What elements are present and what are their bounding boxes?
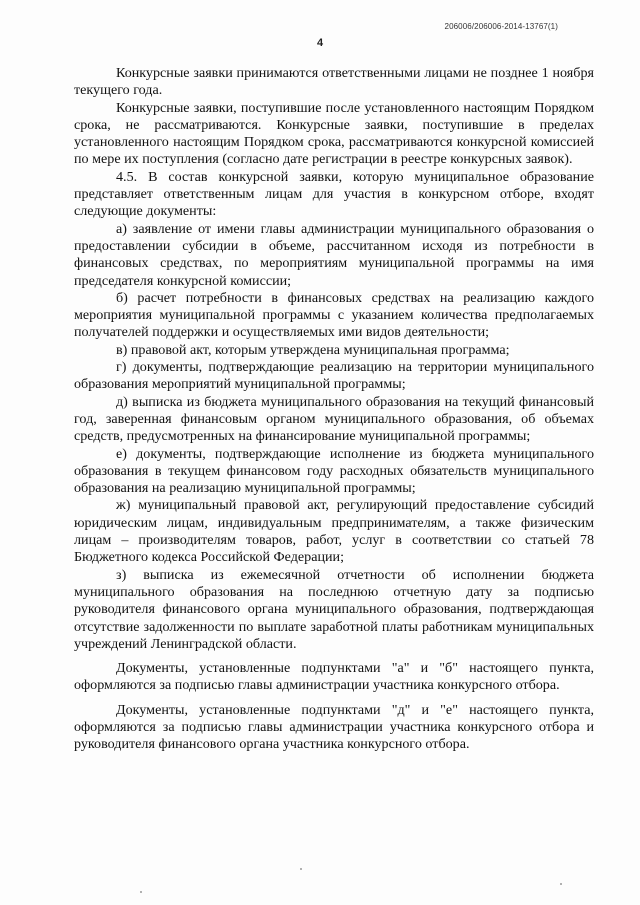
list-item-b: б) расчет потребности в финансовых средствах на реализацию каждого мероприятия муниципальной программы с указанием количества предполагаемых получателей поддержки и осуществляемых ими видов деятельности; bbox=[74, 289, 594, 341]
paragraph-4-5-intro: 4.5. В состав конкурсной заявки, которую муниципальное образование представляет ответственным лицам для участия в конкурсном отборе, входят следующие документы: bbox=[74, 168, 594, 220]
scan-speck bbox=[140, 891, 142, 893]
list-item-a: а) заявление от имени главы администрации муниципального образования о предоставлении субсидии в объеме, рассчитанном исходя из потребности в финансовых средствах, по мероприятиям муниципальной программы на имя председателя конкурсной комиссии; bbox=[74, 220, 594, 289]
document-id: 206006/206006-2014-13767(1) bbox=[444, 22, 558, 31]
list-item-zh: ж) муниципальный правовой акт, регулирующий предоставление субсидий юридическим лицам, индивидуальным предпринимателям, а также физическим лицам – производителям товаров, работ, услуг в соответствии со статьей 78 Бюджетного кодекса Российской Федерации; bbox=[74, 497, 594, 566]
page-number: 4 bbox=[316, 37, 324, 49]
paragraph-signature-de: Документы, установленные подпунктами "д" и "е" настоящего пункта, оформляются за подписью главы администрации участника конкурсного отбора и руководителя финансового органа участника конкурсного отбора. bbox=[74, 701, 594, 753]
list-item-g: г) документы, подтверждающие реализацию на территории муниципального образования мероприятий муниципальной программы; bbox=[74, 359, 594, 393]
scan-speck bbox=[300, 868, 302, 870]
document-body bbox=[74, 65, 594, 754]
list-item-e: е) документы, подтверждающие исполнение из бюджета муниципального образования в текущем финансовом году расходных обязательств муниципального образования на реализацию муниципальной программы; bbox=[74, 445, 594, 497]
paragraph-deadline: Конкурсные заявки принимаются ответственными лицами не позднее 1 ноября текущего года. bbox=[74, 65, 594, 99]
list-item-z: з) выписка из ежемесячной отчетности об исполнении бюджета муниципального образования на последнюю отчетную дату за подписью руководителя финансового органа муниципального образования, подтверждающая отсутствие задолженности по выплате заработной платы работникам муниципальных учреждений Ленинградской области. bbox=[74, 566, 594, 652]
list-item-v: в) правовой акт, которым утверждена муниципальная программа; bbox=[116, 341, 510, 358]
list-item-d: д) выписка из бюджета муниципального образования на текущий финансовый год, заверенная финансовым органом муниципального образования, об объемах средств, предусмотренных на финансирование муниципальной программы; bbox=[74, 393, 594, 445]
paragraph-late-applications: Конкурсные заявки, поступившие после установленного настоящим Порядком срока, не рассматриваются. Конкурсные заявки, поступившие в пределах установленного настоящим Порядком срока, рассматриваются конкурсной комиссией по мере их поступления (согласно дате регистрации в реестре конкурсных заявок). bbox=[74, 99, 594, 168]
scan-speck bbox=[560, 883, 562, 885]
paragraph-signature-ab: Документы, установленные подпунктами "а" и "б" настоящего пункта, оформляются за подписью главы администрации участника конкурсного отбора. bbox=[74, 660, 594, 694]
